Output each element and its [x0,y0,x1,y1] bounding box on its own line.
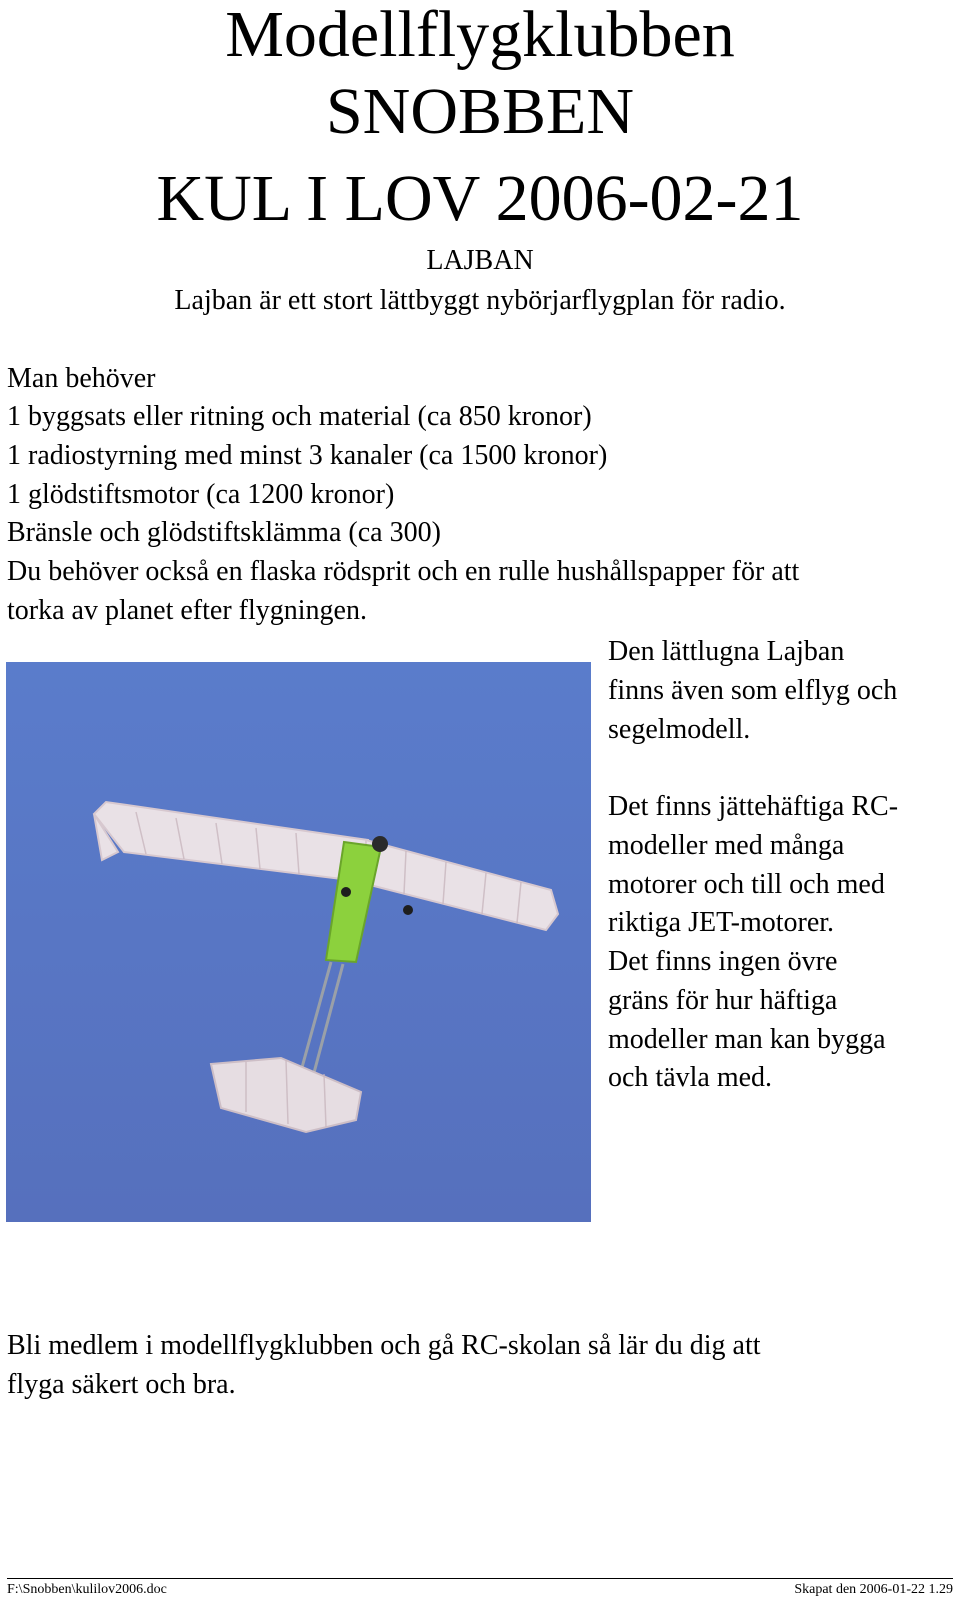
closing-text: Bli medlem i modellflygklubben och gå RC-skolan så lär du dig att [7,1330,761,1361]
footer-divider [7,1578,953,1579]
needs-item: torka av planet efter flygningen. [7,595,367,626]
closing-text: flyga säkert och bra. [7,1369,236,1400]
needs-item: 1 radiostyrning med minst 3 kanaler (ca 1500 kronor) [7,440,608,471]
footer-path: F:\Snobben\kulilov2006.doc [7,1582,167,1597]
airplane-photo [6,662,591,1222]
side-text-line: Den lättlugna Lajban [608,636,845,667]
needs-item: Bränsle och glödstiftsklämma (ca 300) [7,517,441,548]
intro-text: Lajban är ett stort lättbyggt nybörjarflygplan för radio. [174,285,786,316]
side-text-line: Det finns ingen övre [608,946,838,977]
footer-created: Skapat den 2006-01-22 1.29 [794,1582,953,1597]
side-text-line: segelmodell. [608,714,751,745]
side-text-line: finns även som elflyg och [608,675,898,706]
side-text-line: motorer och till och med [608,869,885,900]
needs-heading: Man behöver [7,363,156,394]
airplane-icon [6,662,591,1222]
side-text-line: riktiga JET-motorer. [608,907,835,938]
title-event: KUL I LOV 2006-02-21 [156,162,804,235]
side-text-line: Det finns jättehäftiga RC- [608,791,899,822]
needs-item: 1 byggsats eller ritning och material (ca 850 kronor) [7,401,592,432]
needs-item: Du behöver också en flaska rödsprit och en rulle hushållspapper för att [7,556,800,587]
subtitle-plane: LAJBAN [426,245,534,276]
side-text-line: modeller man kan bygga [608,1024,886,1055]
title-club: Modellflygklubben [225,0,735,71]
side-text-line: modeller med många [608,830,845,861]
side-text-line: och tävla med. [608,1062,773,1093]
side-text-line: gräns för hur häftiga [608,985,838,1016]
title-club-name: SNOBBEN [325,75,635,148]
needs-item: 1 glödstiftsmotor (ca 1200 kronor) [7,479,395,510]
